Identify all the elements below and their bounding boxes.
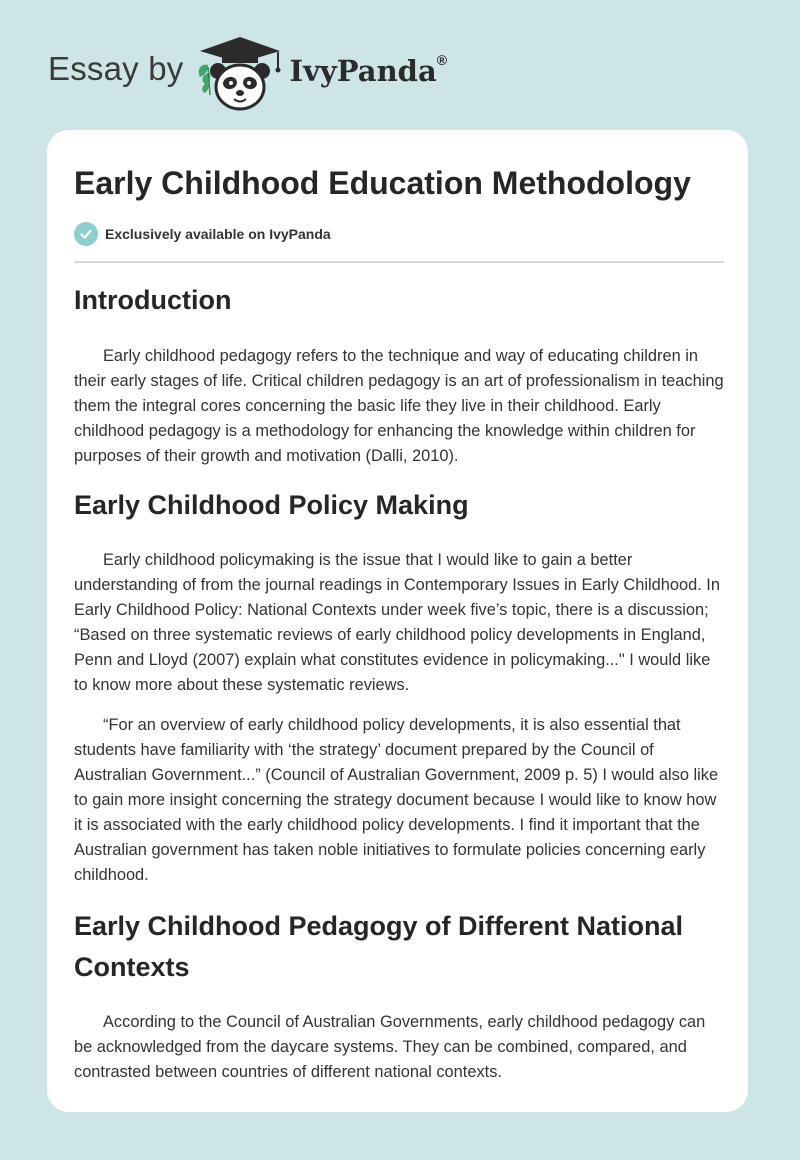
paragraph: Early childhood policymaking is the issue that I would like to gain a better understanding of from the journal readings in Contemporary Issues in Early Childhood. In Early Childhood Policy: National Contexts under week five’s topic, there is a discussion; “Based on three systematic reviews of early childhood policy developments in England, Penn and Lloyd (2007) explain what constitutes evidence in policymaking..." I would like to know more about these systematic reviews. xyxy=(74,551,720,694)
site-header xyxy=(48,30,447,120)
brand-text: IvyPanda xyxy=(289,54,437,88)
checkmark-icon xyxy=(74,222,98,246)
section-heading-introduction: Introduction xyxy=(74,285,232,315)
brand-name[interactable] xyxy=(290,54,448,88)
article-content xyxy=(74,280,724,1085)
section-heading-national-contexts: Early Childhood Pedagogy of Different National Contexts xyxy=(74,911,684,982)
registered-mark: ® xyxy=(436,52,448,68)
exclusive-badge xyxy=(74,222,331,246)
title-divider xyxy=(74,261,724,263)
essay-by-label: Essay by xyxy=(48,50,184,87)
panda-logo-icon[interactable] xyxy=(194,35,286,113)
article-title: Early Childhood Education Methodology xyxy=(74,165,691,201)
section-heading-policy-making: Early Childhood Policy Making xyxy=(74,490,469,520)
paragraph: Early childhood pedagogy refers to the technique and way of educating children in their early stages of life. Critical children pedagogy is an art of professionalism in teaching them the integral cores concerning the basic life they live in their childhood. Early childhood pedagogy is a methodology for enhancing the knowledge within children for purposes of their growth and motivation (Dalli, 2010). xyxy=(74,347,724,465)
paragraph: “For an overview of early childhood policy developments, it is also essential that students have familiarity with ‘the strategy’ document prepared by the Council of Australian Government...” (Council of Australian Government, 2009 p. 5) I would also like to gain more insight concerning the strategy document because I would like to know how it is associated with the early childhood policy developments. I find it important that the Australian government has taken noble initiatives to formulate policies concerning early childhood. xyxy=(74,716,719,884)
exclusive-label: Exclusively available on IvyPanda xyxy=(105,226,331,242)
article-card xyxy=(47,130,748,1112)
paragraph: According to the Council of Australian Governments, early childhood pedagogy can be acknowledged from the daycare systems. They can be combined, compared, and contrasted between countries of different national contexts. xyxy=(74,1013,706,1081)
